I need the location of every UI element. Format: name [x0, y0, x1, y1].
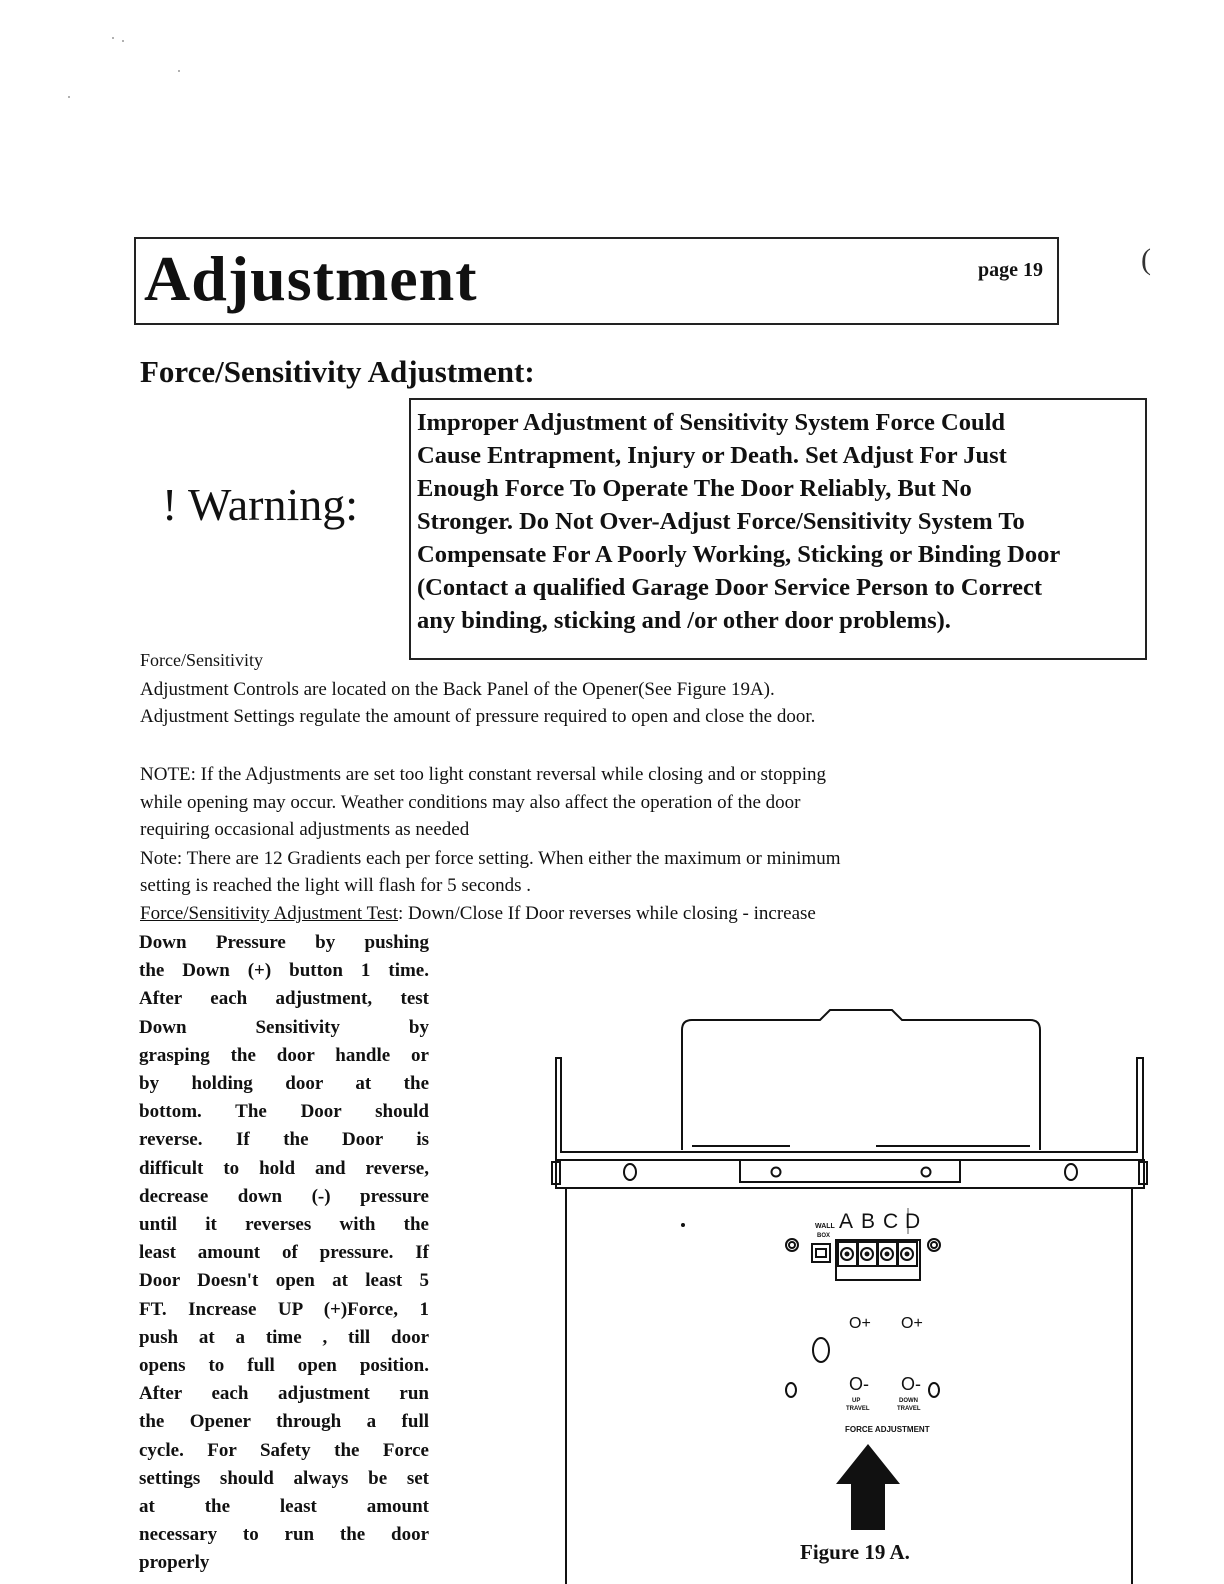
up-travel-label: TRAVEL: [846, 1406, 870, 1412]
down-travel-label: TRAVEL: [897, 1406, 921, 1412]
column-line: necessary to run the door: [139, 1524, 429, 1546]
terminal-label-c: C: [883, 1210, 899, 1233]
warning-label: ! Warning:: [162, 479, 359, 530]
note-text: setting is reached the light will flash for 5 seconds .: [140, 875, 531, 896]
warning-line: (Contact a qualified Garage Door Service Person to Correct: [417, 574, 1043, 601]
column-line: FT. Increase UP (+)Force, 1: [139, 1298, 429, 1320]
warning-line: Stronger. Do Not Over-Adjust Force/Sensitivity System To: [417, 508, 1025, 535]
page-title: Adjustment: [144, 243, 478, 314]
opener-back-panel: [552, 1010, 1147, 1584]
intro-text: Adjustment Settings regulate the amount of pressure required to open and close the door.: [140, 706, 816, 727]
down-plus-button: O+: [901, 1315, 923, 1332]
column-line: properly: [139, 1552, 210, 1574]
column-line: decrease down (-) pressure: [139, 1185, 429, 1207]
note-text: requiring occasional adjustments as needed: [140, 819, 470, 840]
column-line: the Down (+) button 1 time.: [139, 960, 429, 982]
test-heading-line: [140, 903, 816, 925]
column-line: Door Doesn't open at least 5: [139, 1270, 429, 1292]
warning-line: Cause Entrapment, Injury or Death. Set Adjust For Just: [417, 442, 1007, 469]
wall-box-label: BOX: [817, 1233, 831, 1239]
column-line: by holding door at the: [139, 1073, 429, 1095]
figure-caption: Figure 19 A.: [800, 1540, 910, 1564]
page-header: [134, 237, 1059, 325]
column-line: push at a time , till door: [139, 1326, 429, 1348]
scan-speck: [178, 70, 180, 72]
section-heading: Force/Sensitivity Adjustment:: [140, 354, 535, 389]
terminal-label-b: B: [861, 1210, 876, 1233]
column-line: cycle. For Safety the Force: [139, 1439, 429, 1461]
column-line: grasping the door handle or: [139, 1044, 429, 1066]
column-line: Down Sensitivity by: [139, 1016, 429, 1038]
force-adjustment-label: FORCE ADJUSTMENT: [845, 1425, 930, 1434]
figure-19a: [540, 1000, 1170, 1584]
up-plus-button: O+: [849, 1315, 871, 1332]
warning-line: Compensate For A Poorly Working, Sticking or Binding Door: [417, 541, 1061, 568]
note-text: while opening may occur. Weather conditions may also affect the operation of the door: [140, 792, 801, 813]
column-line: difficult to hold and reverse,: [139, 1157, 429, 1179]
column-line: the Opener through a full: [139, 1411, 429, 1433]
warning-line: any binding, sticking and /or other door problems).: [417, 607, 951, 634]
column-line: After each adjustment, test: [139, 988, 429, 1010]
note-text: Note: There are 12 Gradients each per force setting. When either the maximum or minimum: [140, 848, 841, 869]
column-line: least amount of pressure. If: [139, 1242, 429, 1264]
page-number: page 19: [978, 259, 1043, 281]
test-text: : Down/Close If Door reverses while closing - increase: [397, 903, 816, 924]
column-line: After each adjustment run: [139, 1383, 429, 1405]
up-travel-label: UP: [852, 1398, 861, 1404]
intro-text: Force/Sensitivity: [140, 650, 263, 670]
terminal-label-d: D: [905, 1210, 921, 1233]
scan-mark: (: [1141, 243, 1151, 276]
column-line: at the least amount: [139, 1496, 429, 1518]
column-line: bottom. The Door should: [139, 1101, 429, 1123]
test-label: Force/Sensitivity Adjustment Test: [140, 903, 398, 924]
scan-speck: [68, 96, 70, 98]
warning-box: [409, 398, 1147, 660]
down-travel-label: DOWN: [899, 1398, 918, 1404]
note-text: NOTE: If the Adjustments are set too light constant reversal while closing and or stopping: [140, 764, 826, 785]
column-line: until it reverses with the: [139, 1214, 429, 1236]
wall-box-label: WALL: [815, 1223, 835, 1230]
scan-speck: [112, 37, 114, 39]
scan-speck: [122, 40, 124, 42]
terminal-label-a: A: [839, 1210, 854, 1233]
column-line: opens to full open position.: [139, 1355, 429, 1377]
column-line: Down Pressure by pushing: [139, 932, 429, 953]
column-line: reverse. If the Door is: [139, 1129, 429, 1151]
pointer-arrow-icon: [836, 1444, 900, 1530]
down-minus-button: O-: [901, 1374, 921, 1394]
warning-line: Improper Adjustment of Sensitivity System Force Could: [417, 409, 1005, 436]
up-minus-button: O-: [849, 1374, 869, 1394]
warning-line: Enough Force To Operate The Door Reliably, But No: [417, 475, 972, 502]
instruction-column: [139, 929, 429, 1578]
intro-text: Adjustment Controls are located on the Back Panel of the Opener(See Figure 19A).: [140, 679, 775, 700]
column-line: settings should always be set: [139, 1467, 429, 1489]
